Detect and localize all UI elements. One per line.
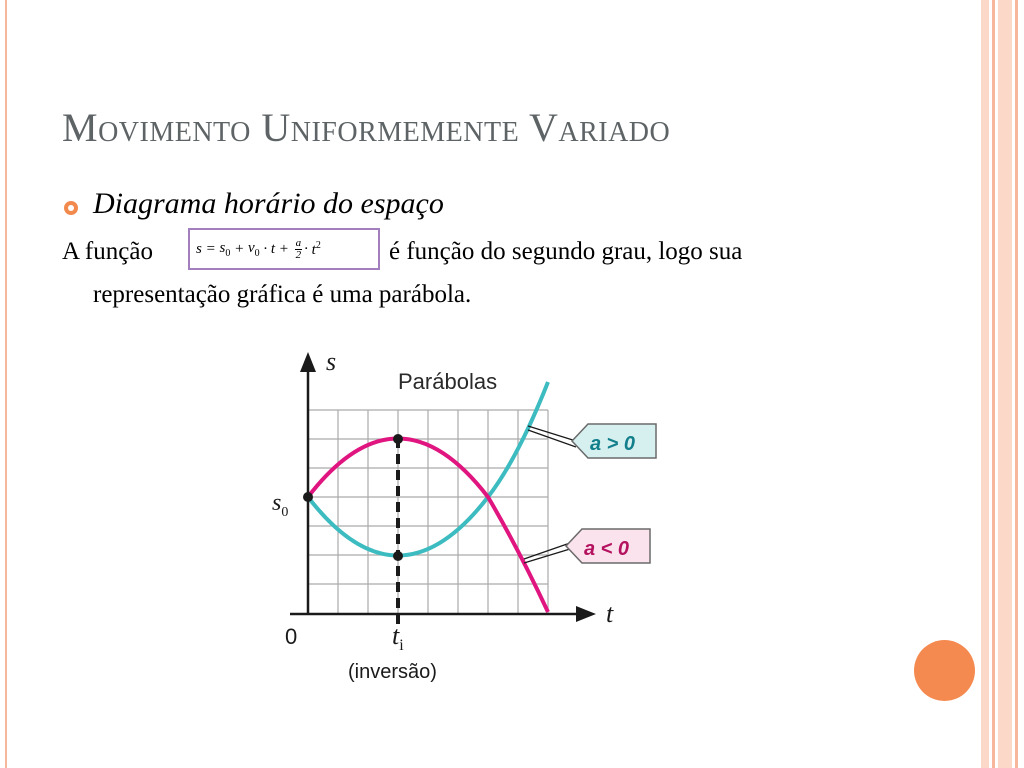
s0-label: $s_0$ — [272, 490, 289, 520]
x-axis-arrow — [576, 606, 596, 622]
formula-box: s = $s_0$ + $v_0$ · t + $\frac{a}{2}$ · $t^2$ — [188, 228, 380, 270]
grid — [308, 410, 548, 614]
callout-pointer-negative — [524, 543, 570, 563]
y-axis-arrow — [300, 352, 316, 372]
callout-negative-label: a < 0 — [584, 538, 630, 560]
formula-t2: $t^2$ — [311, 239, 321, 258]
frame-right-line — [992, 0, 995, 768]
inversion-label: (inversão) — [348, 661, 437, 683]
body-prefix: A função — [62, 238, 153, 265]
x-axis-label: t — [606, 599, 614, 628]
formula-s0: $s_0$ — [219, 239, 231, 259]
ti-label: $t_i$ — [392, 621, 404, 654]
formula-fraction: $\frac{a}{2}$ — [295, 236, 302, 261]
formula-lhs: s — [196, 240, 202, 257]
frame-right-band — [981, 0, 989, 768]
vertex-max-point — [393, 434, 403, 444]
body-suffix: é função do segundo grau, logo sua — [389, 238, 743, 265]
frame-right-line-2 — [1015, 0, 1018, 768]
frame-left-line — [5, 0, 7, 768]
parabola-diagram — [260, 340, 680, 700]
origin-label: 0 — [285, 624, 298, 649]
slide-title: Movimento Uniformemente Variado — [62, 105, 671, 150]
frame-right-band-2 — [998, 0, 1012, 768]
decorative-orange-circle — [914, 640, 975, 701]
body-line-2: representação gráfica é uma parábola. — [93, 281, 472, 308]
formula-v0: $v_0$ — [247, 239, 260, 259]
s0-point — [303, 492, 313, 502]
diagram-title: Parábolas — [398, 369, 498, 394]
bullet-text: Diagrama horário do espaço — [93, 187, 444, 220]
callout-pointer-positive — [528, 426, 576, 447]
callout-positive-label: a > 0 — [590, 433, 636, 455]
bullet-icon — [64, 201, 78, 215]
y-axis-label: s — [326, 347, 337, 376]
formula-t: t — [270, 240, 276, 257]
vertex-min-point — [393, 551, 403, 561]
